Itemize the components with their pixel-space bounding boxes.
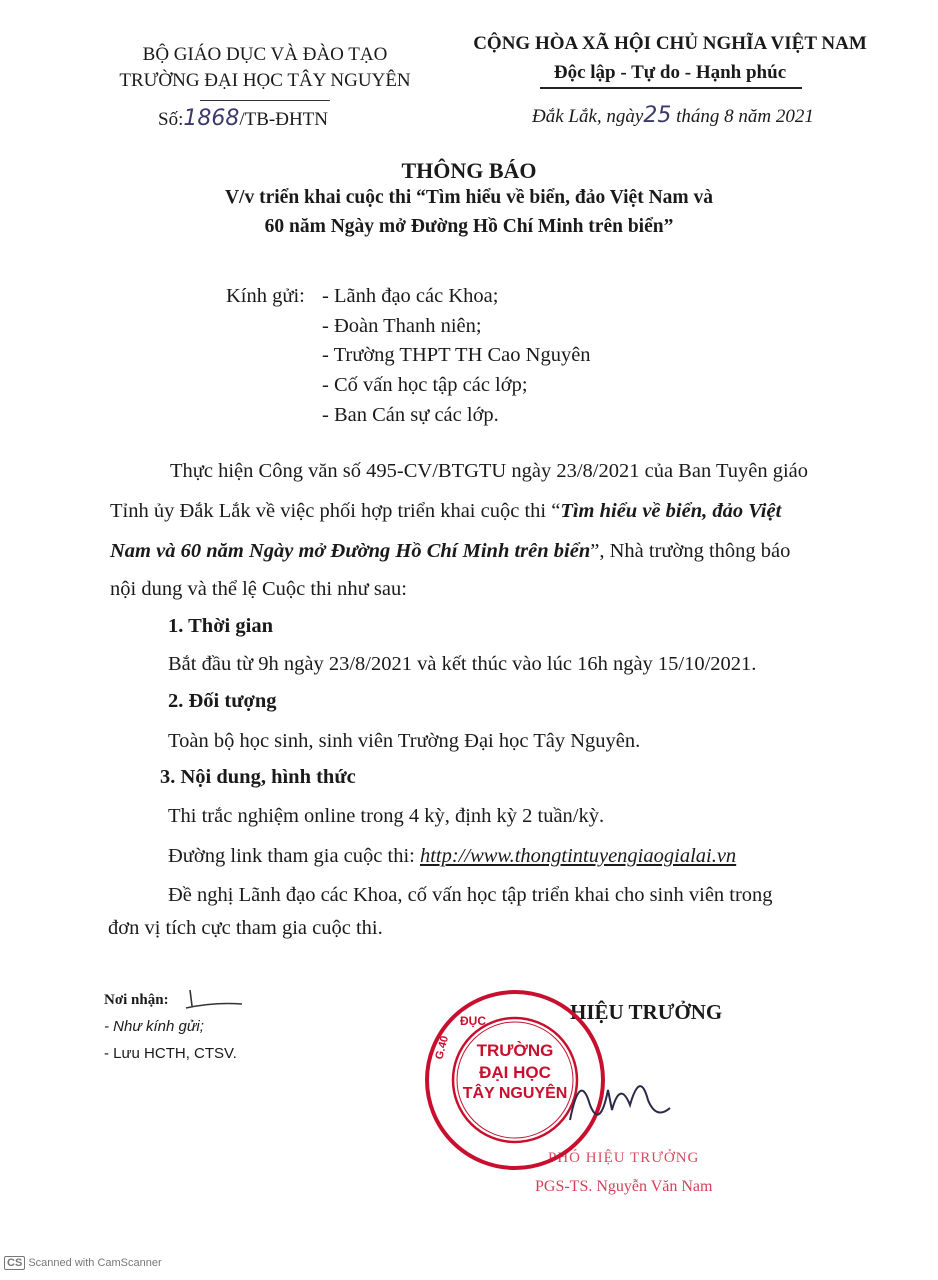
university-name: TRƯỜNG ĐẠI HỌC TÂY NGUYÊN — [119, 70, 411, 91]
nation-name: CỘNG HÒA XÃ HỘI CHỦ NGHĨA VIỆT NAM — [473, 33, 867, 54]
date-suffix: tháng 8 năm 2021 — [676, 106, 814, 127]
recipient-item: - Ban Cán sự các lớp. — [322, 404, 499, 426]
recipients-label: Kính gửi: — [226, 285, 305, 307]
contest-link[interactable]: http://www.thongtintuyengiaogialai.vn — [419, 845, 737, 867]
recipient-item: - Đoàn Thanh niên; — [322, 315, 482, 337]
signature-scribble — [560, 1050, 680, 1135]
link-label: Đường link tham gia cuộc thi: — [168, 845, 420, 867]
signatory-role: HIỆU TRƯỞNG — [570, 1000, 723, 1024]
svg-text:ĐỤC: ĐỤC — [460, 1014, 486, 1028]
section-2-heading: 2. Đối tượng — [168, 690, 277, 712]
recipient-item: - Cố vấn học tập các lớp; — [322, 374, 528, 396]
section-3-text: Thi trắc nghiệm online trong 4 kỳ, định kỳ 2 tuần/kỳ. — [168, 805, 605, 827]
number-prefix: Số: — [158, 109, 184, 130]
signatory-name: PGS-TS. Nguyễn Văn Nam — [535, 1178, 713, 1195]
link-line — [168, 845, 736, 868]
intro-line-2-italic: Tìm hiểu về biển, đảo Việt — [560, 500, 782, 522]
document-number — [158, 106, 328, 131]
stamp-line: TÂY NGUYÊN — [462, 1085, 568, 1102]
intro-line-2-plain: Tỉnh ủy Đắk Lắk về việc phối hợp triển khai cuộc thi “ — [110, 500, 561, 522]
national-motto: Độc lập - Tự do - Hạnh phúc — [553, 62, 787, 83]
footer-item: - Lưu HCTH, CTSV. — [104, 1045, 237, 1062]
camscanner-text: Scanned with CamScanner — [28, 1257, 162, 1269]
date-line — [532, 103, 814, 128]
intro-line-4: nội dung và thể lệ Cuộc thi như sau: — [110, 578, 407, 600]
section-2-text: Toàn bộ học sinh, sinh viên Trường Đại học Tây Nguyên. — [168, 730, 641, 752]
date-prefix: Đắk Lắk, ngày — [532, 106, 644, 127]
section-1-heading: 1. Thời gian — [168, 615, 273, 637]
intro-line-1: Thực hiện Công văn số 495-CV/BTGTU ngày 23/8/2021 của Ban Tuyên giáo — [170, 460, 809, 482]
stamp-line: ĐẠI HỌC — [479, 1063, 551, 1082]
intro-line-3-italic: Nam và 60 năm Ngày mở Đường Hồ Chí Minh trên biển — [110, 540, 591, 562]
recipient-item: - Trường THPT TH Cao Nguyên — [322, 344, 591, 366]
section-3-heading: 3. Nội dung, hình thức — [160, 766, 356, 788]
date-day: 25 — [643, 103, 672, 128]
intro-line-3 — [110, 540, 790, 563]
camscanner-watermark — [4, 1256, 162, 1270]
header-left-divider — [200, 100, 330, 101]
stamp-line: TRƯỜNG — [476, 1041, 554, 1060]
section-1-text: Bắt đầu từ 9h ngày 23/8/2021 và kết thúc vào lúc 16h ngày 15/10/2021. — [168, 653, 757, 675]
deputy-title: PHÓ HIỆU TRƯỞNG — [548, 1150, 700, 1166]
recipient-item: - Lãnh đạo các Khoa; — [322, 285, 499, 307]
intro-line-3-plain: ”, Nhà trường thông báo — [590, 540, 791, 562]
recipients-footer-label: Nơi nhận: — [104, 992, 169, 1008]
number-suffix: /TB-ĐHTN — [239, 109, 329, 130]
number-handwritten: 1868 — [183, 106, 240, 131]
subject-line-1: V/v triển khai cuộc thi “Tìm hiểu về biển, đảo Việt Nam và — [224, 187, 714, 208]
closing-line-2: đơn vị tích cực tham gia cuộc thi. — [108, 917, 383, 939]
subject-line-2: 60 năm Ngày mở Đường Hồ Chí Minh trên biển” — [264, 216, 674, 237]
motto-underline — [540, 87, 802, 89]
notice-title: THÔNG BÁO — [401, 158, 537, 183]
svg-text:G.40: G.40 — [433, 1034, 452, 1061]
camscanner-badge: CS — [4, 1256, 25, 1270]
signature-icon — [560, 1050, 680, 1130]
handwritten-mark — [184, 986, 244, 1017]
footer-item: - Như kính gửi; — [104, 1018, 204, 1035]
intro-line-2 — [110, 500, 781, 523]
closing-line-1: Đề nghị Lãnh đạo các Khoa, cố vấn học tập triển khai cho sinh viên trong — [168, 884, 773, 906]
handwritten-scribble-icon — [184, 986, 244, 1012]
ministry-name: BỘ GIÁO DỤC VÀ ĐÀO TẠO — [142, 44, 388, 65]
